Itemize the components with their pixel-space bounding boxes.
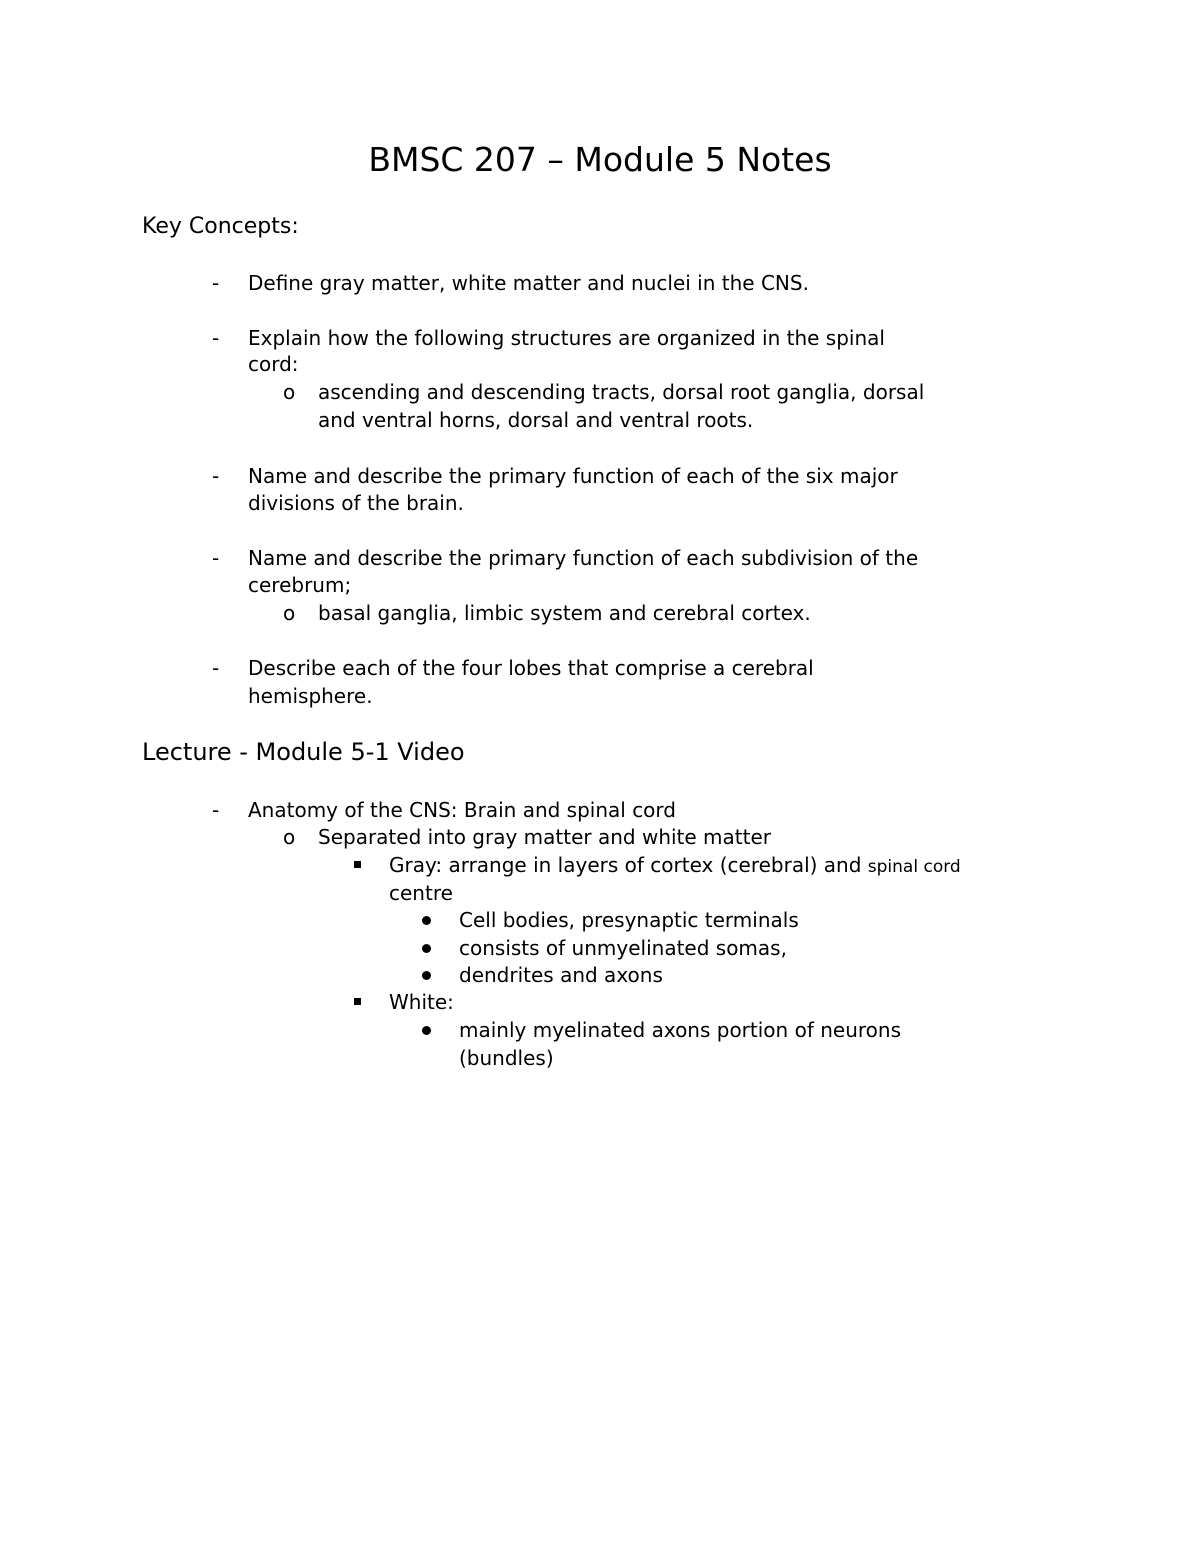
lecture-item: Anatomy of the CNS: Brain and spinal cord	[248, 798, 676, 822]
gray-line-2: centre	[389, 881, 453, 905]
dash-bullet: -	[212, 798, 220, 822]
key-concept-5-line-2: hemisphere.	[248, 684, 373, 708]
key-concept-2-line-1: Explain how the following structures are organized in the spinal	[248, 326, 885, 350]
square-bullet	[354, 852, 361, 880]
round-bullet	[422, 1017, 431, 1045]
square-bullet	[354, 989, 361, 1017]
circle-bullet: o	[283, 380, 296, 404]
white-point-line-1: mainly myelinated axons portion of neurons	[459, 1018, 901, 1042]
gray-point-1: Cell bodies, presynaptic terminals	[459, 908, 799, 932]
dash-bullet: -	[212, 656, 220, 680]
key-concept-4-line-1: Name and describe the primary function of each subdivision of the	[248, 546, 919, 570]
key-concept-2-line-2: cord:	[248, 352, 299, 376]
round-bullet	[422, 962, 431, 990]
page-title: BMSC 207 – Module 5 Notes	[368, 140, 832, 179]
dash-bullet: -	[212, 271, 220, 295]
dash-bullet: -	[212, 326, 220, 350]
gray-line-1-small-text: spinal cord	[867, 857, 961, 877]
circle-bullet: o	[283, 825, 296, 849]
dash-bullet: -	[212, 546, 220, 570]
key-concept-2-sub-line-1: ascending and descending tracts, dorsal root ganglia, dorsal	[318, 380, 925, 404]
dash-bullet: -	[212, 464, 220, 488]
white-point-line-2: (bundles)	[459, 1046, 554, 1070]
round-bullet	[422, 907, 431, 935]
gray-point-3: dendrites and axons	[459, 963, 663, 987]
key-concept-3-line-1: Name and describe the primary function of each of the six major	[248, 464, 898, 488]
key-concept-2-sub-line-2: and ventral horns, dorsal and ventral roots.	[318, 408, 754, 432]
gray-line-1-text: Gray: arrange in layers of cortex (cerebral) and	[389, 853, 862, 877]
key-concept-4-line-2: cerebrum;	[248, 573, 352, 597]
key-concept-4-sub-line-1: basal ganglia, limbic system and cerebral cortex.	[318, 601, 811, 625]
lecture-heading: Lecture - Module 5-1 Video	[142, 738, 465, 766]
key-concepts-heading: Key Concepts:	[142, 214, 299, 239]
gray-line-1	[389, 852, 961, 882]
key-concept-5-line-1: Describe each of the four lobes that comprise a cerebral	[248, 656, 814, 680]
white-label: White:	[389, 990, 454, 1014]
circle-bullet: o	[283, 601, 296, 625]
key-concept-1-line-1: Define gray matter, white matter and nuclei in the CNS.	[248, 271, 809, 295]
gray-point-2: consists of unmyelinated somas,	[459, 936, 787, 960]
key-concept-3-line-2: divisions of the brain.	[248, 491, 464, 515]
round-bullet	[422, 935, 431, 963]
lecture-sub-item: Separated into gray matter and white matter	[318, 825, 771, 849]
